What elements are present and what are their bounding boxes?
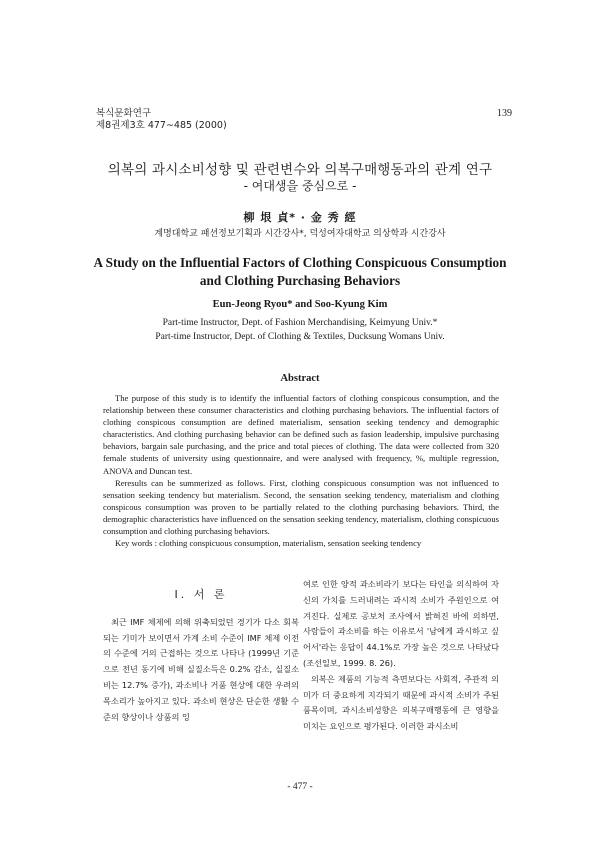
body-column-left <box>103 575 299 725</box>
english-affiliation-1: Part-time Instructor, Dept. of Fashion Merchandising, Keimyung Univ.* <box>162 318 438 328</box>
abstract-heading: Abstract <box>280 373 320 384</box>
abstract-paragraph: The purpose of this study is to identify the influential factors of clothing conspicous consumption, and the relationship between these consumer characteristics and clothing purchasing behaviors. The influential factors of clothing conspicous consumption are defined materialism, sensation seeking tendency and demographic characteristics. And clothing purchasing behavior can be defined such as fasion leadership, impulsive purchasing behaviors, bargain sale purchasing, and the price and total pieces of clothing. The data were collected from 320 female students of university using questionnaire, and were analysed with frequency, %, multiple regression, ANOVA and Duncan test. <box>103 393 499 476</box>
korean-affiliation: 계명대학교 패션정보기획과 시간강사*, 덕성여자대학교 의상학과 시간강사 <box>154 229 446 239</box>
korean-authors: 柳 垠 貞* · 金 秀 經 <box>243 211 357 224</box>
body-column-right <box>303 577 499 735</box>
english-authors: Eun-Jeong Ryou* and Soo-Kyung Kim <box>212 299 388 310</box>
page-number-bottom: - 477 - <box>287 782 313 792</box>
abstract-keywords: Key words : clothing conspicuous consumption, materialism, sensation seeking tendency <box>115 538 422 549</box>
english-title: A Study on the Influential Factors of Clothing Conspicuous Consumption and Clothing Purchasing Behaviors <box>93 255 507 288</box>
body-paragraph: 여로 인한 양적 과소비라기 보다는 타인을 의식하여 자신의 가치를 드러내려는 과시적 소비가 주원인으로 여겨진다. 실제로 공보처 조사에서 밝혀진 바에 의하면, 사람들이 과소비를 하는 이유로서 '남에게 과시하고 싶어서'라는 응답이 44.1%로 가장 높은 것으로 나타났다 (조선일보, 1999. 8. 26). <box>303 579 499 668</box>
section-heading: Ⅰ. 서 론 <box>174 588 228 601</box>
korean-subtitle: - 여대생을 중심으로 - <box>243 179 357 193</box>
body-paragraph: 의복은 제품의 기능적 측면보다는 사회적, 주관적 의미가 더 중요하게 지각되기 때문에 과시적 소비가 주된 품목이며, 과시소비성향은 의복구매행동에 큰 영향을 미치는 요인으로 평가된다. 이러한 과시소비 <box>303 673 499 732</box>
body-paragraph: 최근 IMF 체제에 의해 위축되었던 경기가 다소 회복되는 기미가 보이면서 가계 소비 수준이 IMF 체제 이전의 수준에 거의 근접하는 것으로 나타나 (1999년 기준으로 전년 동기에 비해 실질소득은 0.2% 감소, 실질소비는 12.7% 증가), 과소비나 거품 현상에 대한 우려의 목소리가 높아지고 있다. 과소비 현상은 단순한 생활 수준의 향상이나 상품의 잉 <box>103 616 299 722</box>
journal-header <box>96 108 227 132</box>
english-affiliation-2: Part-time Instructor, Dept. of Clothing & Textiles, Ducksung Womans Univ. <box>155 332 445 342</box>
journal-name: 복식문화연구 <box>96 108 152 119</box>
abstract-paragraph: Reresults can be summerized as follows. First, clothing conspicuous consumption was not influenced to sensation seeking tendency but materialism. Second, the sensation seeking tendency, materialism and clothing conspicous consumption was proven to be partially related to the clothing purchasing behaviors. Third, the demographic characteristics have influenced on the sensation seeking tendency, materialism, clothing conspicuous consumption and clothing purchasing behaviors. <box>103 477 499 537</box>
korean-title: 의복의 과시소비성향 및 관련변수와 의복구매행동과의 관계 연구 <box>107 162 493 178</box>
english-affiliations <box>0 316 600 344</box>
journal-volume: 제8권제3호 477∼485 (2000) <box>96 120 227 131</box>
abstract-body <box>103 392 499 549</box>
page-number-top: 139 <box>497 108 512 119</box>
